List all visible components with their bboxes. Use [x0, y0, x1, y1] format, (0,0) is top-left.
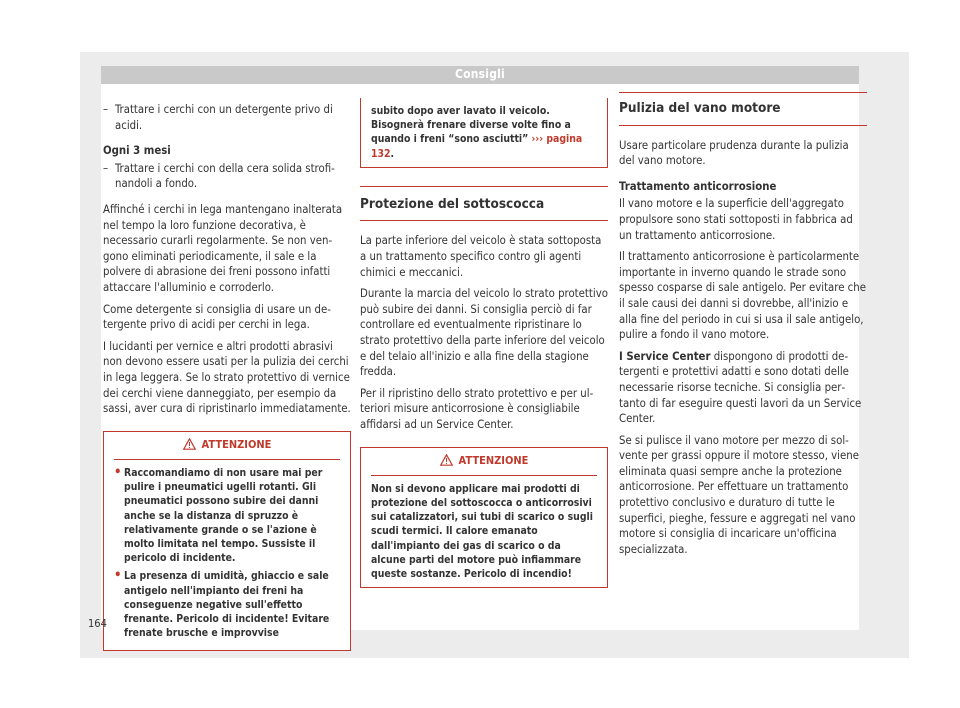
list-item-text: Trattare i cerchi con della cera solida strofinandoli a fondo.	[115, 161, 335, 191]
bold-term: I Service Center	[619, 349, 711, 363]
warning-title: ATTENZIONE	[458, 453, 529, 467]
warning-continuation-text: subito dopo aver lavato il veicolo. Bisognerà frenare diverse volte fino a quando i freni “sono asciutti”	[371, 105, 571, 146]
paragraph: I lucidanti per vernice e altri prodotti abrasivi non devono essere usati per la pulizia dei cerchi in lega leggera. Se lo strato protettivo di vernice dei cerchi viene danneggiato, per esempio da sassi, aver cura di ripristinarlo immediatamente.	[103, 339, 351, 416]
paragraph: Se si pulisce il vano motore per mezzo di solvente per grassi oppure il motore stesso, viene eliminata quasi sempre anche la protezione anticorrosione. Per effettuare un trattamento protettivo conclusivo e duraturo di tutte le superfici, pieghe, fessure e aggregati nel vano motore si consiglia di incaricare un'officina specializzata.	[619, 433, 859, 556]
section-title: Pulizia del vano motore	[619, 100, 781, 116]
paragraph: Il trattamento anticorrosione è particolarmente importante in inverno quando le strade sono spesso cosparse di sale antigelo. Per evitare che il sale causi dei danni si dovrebbe, all'inizio e alla fine del periodo in cui si usa il sale antigelo, pulire a fondo il vano motore.	[619, 250, 866, 342]
warning-bullet	[114, 466, 340, 565]
period: .	[390, 147, 395, 160]
header-band	[101, 66, 859, 84]
page-title: Consigli	[455, 67, 505, 81]
dash-mark: –	[103, 103, 109, 116]
column-middle	[360, 98, 608, 588]
warning-header	[114, 432, 340, 460]
paragraph: Come detergente si consiglia di usare un detergente privo di acidi per cerchi in lega.	[103, 302, 331, 332]
paragraph: Per il ripristino dello strato protettivo e per ulteriori misure anticorrosione è consigliabile affidarsi ad un Service Center.	[360, 386, 594, 431]
warning-bullet-text: Raccomandiamo di non usare mai per pulire i pneumatici ugelli rotanti. Gli pneumatici possono subire dei danni anche se la distanza di spruzzo è relativamente grande o se l'azione è molto limitata nel tempo. Sussiste il pericolo di incidente.	[124, 466, 323, 565]
list-item	[103, 102, 351, 133]
paragraph: Il vano motore e la superficie dell'aggregato propulsore sono stati sottoposti in fabbrica ad un trattamento anticorrosione.	[619, 197, 853, 242]
subheading: Trattamento anticorrosione	[619, 179, 777, 193]
section-header	[360, 186, 608, 222]
warning-triangle-icon	[440, 454, 453, 470]
content-area	[101, 84, 866, 640]
column-left	[103, 102, 351, 651]
page-reference-link[interactable]: ››› pagina 132	[371, 133, 583, 160]
paragraph: Usare particolare prudenza durante la pulizia del vano motore.	[619, 138, 849, 168]
warning-triangle-icon	[183, 438, 196, 454]
paragraph: Durante la marcia del veicolo lo strato protettivo può subire dei danni. Si consiglia perciò di far controllare ed eventualmente ripristinare lo strato protettivo della parte inferiore del veicolo e del telaio all'inizio e alla fine della stagione fredda.	[360, 287, 608, 379]
paragraph: Affinché i cerchi in lega mantengano inalterata nel tempo la loro funzione decorativa, è necessario curarli regolarmente. Se non vengono eliminati periodicamente, il sale e la polvere di abrasione dei freni possono infatti attaccare l'alluminio e corroderlo.	[103, 202, 343, 294]
section-header	[619, 92, 867, 126]
paragraph	[619, 349, 867, 427]
subheading: Ogni 3 mesi	[103, 144, 171, 158]
warning-box	[103, 431, 351, 652]
warning-bullet-text: La presenza di umidità, ghiaccio e sale antigelo nell'impianto dei freni ha conseguenze negative sull'effetto frenante. Pericolo di incidente! Evitare frenate brusche e improvvise	[124, 570, 330, 640]
section-title: Protezione del sottoscocca	[360, 195, 545, 212]
warning-title: ATTENZIONE	[201, 437, 272, 451]
list-item	[103, 161, 351, 192]
paragraph-text: dispongono di prodotti detergenti e protettivi adatti e sono dotati delle necessarie risorse tecniche. Si consiglia pertanto di far eseguire questi lavori da un Service Center.	[619, 349, 862, 426]
warning-bullet	[114, 569, 340, 640]
page-number: 164	[88, 617, 107, 630]
warning-box	[360, 447, 608, 589]
paragraph: La parte inferiore del veicolo è stata sottoposta a un trattamento specifico contro gli agenti chimici e meccanici.	[360, 234, 602, 279]
bullet-dot: •	[114, 464, 122, 480]
warning-header	[371, 448, 597, 476]
list-item-text: Trattare i cerchi con un detergente privo di acidi.	[115, 103, 333, 132]
warning-body: Non si devono applicare mai prodotti di protezione del sottoscocca o anticorrosivi sui catalizzatori, sui tubi di scarico o sugli scudi termici. Il calore emanato dall'impianto dei gas di scarico o da alcune parti del motore può infiammare queste sostanze. Pericolo di incendio!	[371, 482, 593, 580]
dash-mark: –	[103, 161, 109, 175]
warning-body	[104, 466, 350, 640]
column-right	[619, 92, 867, 563]
bullet-dot: •	[114, 568, 122, 584]
warning-continuation	[360, 98, 608, 168]
